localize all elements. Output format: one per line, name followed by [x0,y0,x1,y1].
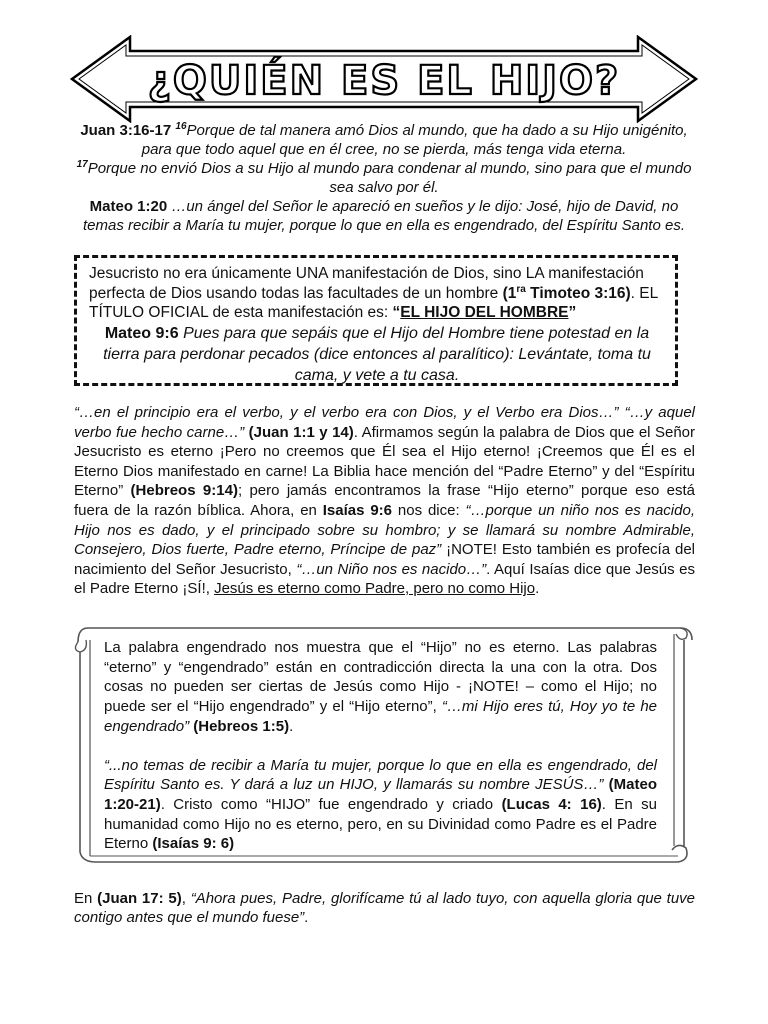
manifestation-paragraph: Jesucristo no era únicamente UNA manifestación de Dios, sino LA manifestación perfecta de Dios usando todas las facultades de un hombre ($1^{ra}$ Timoteo 3:16). EL TÍTULO OFICIAL de esta manifestación es: “EL HIJO DEL HOMBRE” [89,265,658,321]
reference: (Juan 17: 5) [97,890,182,907]
juan-v17-text: Porque no envió Dios a su Hijo al mundo para condenar al mundo, sino para que el mundo sea salvo por él. [87,160,692,196]
verse-number: 17 [76,159,88,170]
quote: “…en el principio era el verbo, y el verbo era con Dios, y el Verbo era Dios…” “…y aquel verbo fue hecho carne…” [74,404,695,441]
mateo-1-20-paragraph [74,197,694,235]
scroll-box [66,620,698,866]
scroll-content [104,638,657,854]
manifestation-box [74,255,678,386]
mateo-text: …un ángel del Señor le apareció en sueños y le dijo: José, hijo de David, no temas recibir a María tu mujer, porque lo que en ella es engendrado, del Espíritu Santo es. [82,198,685,234]
text: . Afirmamos según la palabra de Dios que el Señor Jesucristo es eterno ¡Pero no creemos que Él sea el Hijo eterno! ¡Creemos que Él es el Eterno Dios manifestado en carne! La Biblia hace mención del “Padre Eterno” y del “Espíritu Eterno” [74,423,695,500]
double-arrow-shape [70,35,698,123]
juan-3-16-paragraph [74,121,694,197]
mateo-9-6-text: Pues para que sepáis que el Hijo del Hombre tiene potestad en la tierra para perdonar pecados (dice entonces al paralítico): Levántate, toma tu cama, y vete a tu casa. [103,324,651,384]
reference: (Isaías 9: 6) [152,835,235,853]
quote: “…mi Hijo eres tú, Hoy yo te he engendrado” [104,698,657,735]
box-text: Jesucristo no era únicamente UNA manifestación de Dios, sino LA manifestación perfecta de Dios usando todas las facultades de un hombre [89,265,644,302]
text: ¡NOTE! Esto también es profecía del nacimiento del Señor Jesucristo, [74,541,695,578]
final-paragraph: En (Juan 17: 5), “Ahora pues, Padre, glorifícame tú al lado tuyo, con aquella gloria que tuve contigo antes que el mundo fuese”. [74,890,696,926]
title-banner [70,35,698,123]
text: . Aquí Isaías dice que Jesús es el Padre Eterno ¡SÍ!, [74,560,695,598]
mateo-ref: Mateo 1:20 [89,198,168,215]
reference: (Lucas 4: 16) [501,795,602,813]
mateo-9-6-ref: Mateo 9:6 [104,324,179,342]
scroll-paragraph-2: “...no temas de recibir a María tu mujer, porque lo que en ella es engendrado, del Espíritu Santo es. Y dará a luz un HIJO, y llamarás su nombre JESÚS…” (Mateo 1:20-21). Cristo como “HIJO” fue engendrado y criado (Lucas 4: 16). En su humanidad como Hijo no es eterno, pero, en su Divinidad como Padre es el Padre Eterno (Isaías 9: 6) [104,756,657,853]
quote: “Ahora pues, Padre, glorifícame tú al lado tuyo, con aquella gloria que tuve contigo antes que el mundo fuese” [74,890,696,926]
reference: (Mateo 1:20-21) [104,776,657,813]
quote: “…porque un niño nos es nacido, Hijo nos es dado, y el principado sobre su hombro; y se llamará su nombre Admirable, Consejero, Dios fuerte, Padre eterno, Príncipe de paz” [74,501,695,559]
juan-v16-text: Porque de tal manera amó Dios al mundo, que ha dado a su Hijo unigénito, para que todo aquel que en él cree, no se pierda, más tenga vida eterna. [141,122,688,158]
page-title: ¿QUIÉN ES EL HIJO? [147,58,621,104]
intro-verses [74,121,694,235]
reference: (Juan 1:1 y 14) [244,423,354,441]
text: nos dice: [392,501,466,519]
reference: (Hebreos 9:14) [130,482,238,500]
quote: “...no temas de recibir a María tu mujer, porque lo que en ella es engendrado, del Espíritu Santo es. Y dará a luz un HIJO, y llamarás su nombre JESÚS…” [104,756,657,794]
timoteo-ref: ($1^{ra}$ Timoteo 3:16) [502,283,631,302]
reference: Isaías 9:6 [322,501,393,519]
body-paragraph: “…en el principio era el verbo, y el verbo era con Dios, y el Verbo era Dios…” “…y aquel verbo fue hecho carne…” (Juan 1:1 y 14). Afirmamos según la palabra de Dios que el Señor Jesucristo es eterno ¡Pero no creemos que Él sea el Hijo eterno! ¡Creemos que Él es el Eterno Dios manifestado en carne! La Biblia hace mención del “Padre Eterno” y del “Espíritu Eterno” (Hebreos 9:14); pero jamás encontramos la frase “Hijo eterno” porque eso está fuera de la razón bíblica. Ahora, en Isaías 9:6 nos dice: “…porque un niño nos es nacido, Hijo nos es dado, y el principado sobre su hombro; y se llamará su nombre Admirable, Consejero, Dios fuerte, Padre eterno, Príncipe de paz” ¡NOTE! Esto también es profecía del nacimiento del Señor Jesucristo, “…un Niño nos es nacido…”. Aquí Isaías dice que Jesús es el Padre Eterno ¡SÍ!, Jesús es eterno como Padre, pero no como Hijo. [74,404,696,598]
reference: (Hebreos 1:5) [189,717,290,735]
juan-ref: Juan 3:16-17 [80,122,172,139]
quote: “…un Niño nos es nacido…” [296,560,487,578]
verse-number: 16 [175,121,187,132]
scroll-paragraph-1: La palabra engendrado nos muestra que el “Hijo” no es eterno. Las palabras “eterno” y “engendrado” están en contradicción directa la una con la otra. Dos cosas no pueden ser ciertas de Jesús como Hijo - ¡NOTE! – como el Hijo; no puede ser el “Hijo engendrado” y el “Hijo eterno”, “…mi Hijo eres tú, Hoy yo te he engendrado” (Hebreos 1:5). [104,639,657,735]
underlined-statement: Jesús es eterno como Padre, pero no como Hijo [214,580,536,598]
mateo-9-6-paragraph [89,323,665,386]
official-title: EL HIJO DEL HOMBRE [400,304,569,321]
box-text: . EL TÍTULO OFICIAL de esta manifestación es: [89,284,658,321]
text: ; pero jamás encontramos la frase “Hijo eterno” porque eso está fuera de la razón bíblica. Ahora, en [74,482,696,519]
